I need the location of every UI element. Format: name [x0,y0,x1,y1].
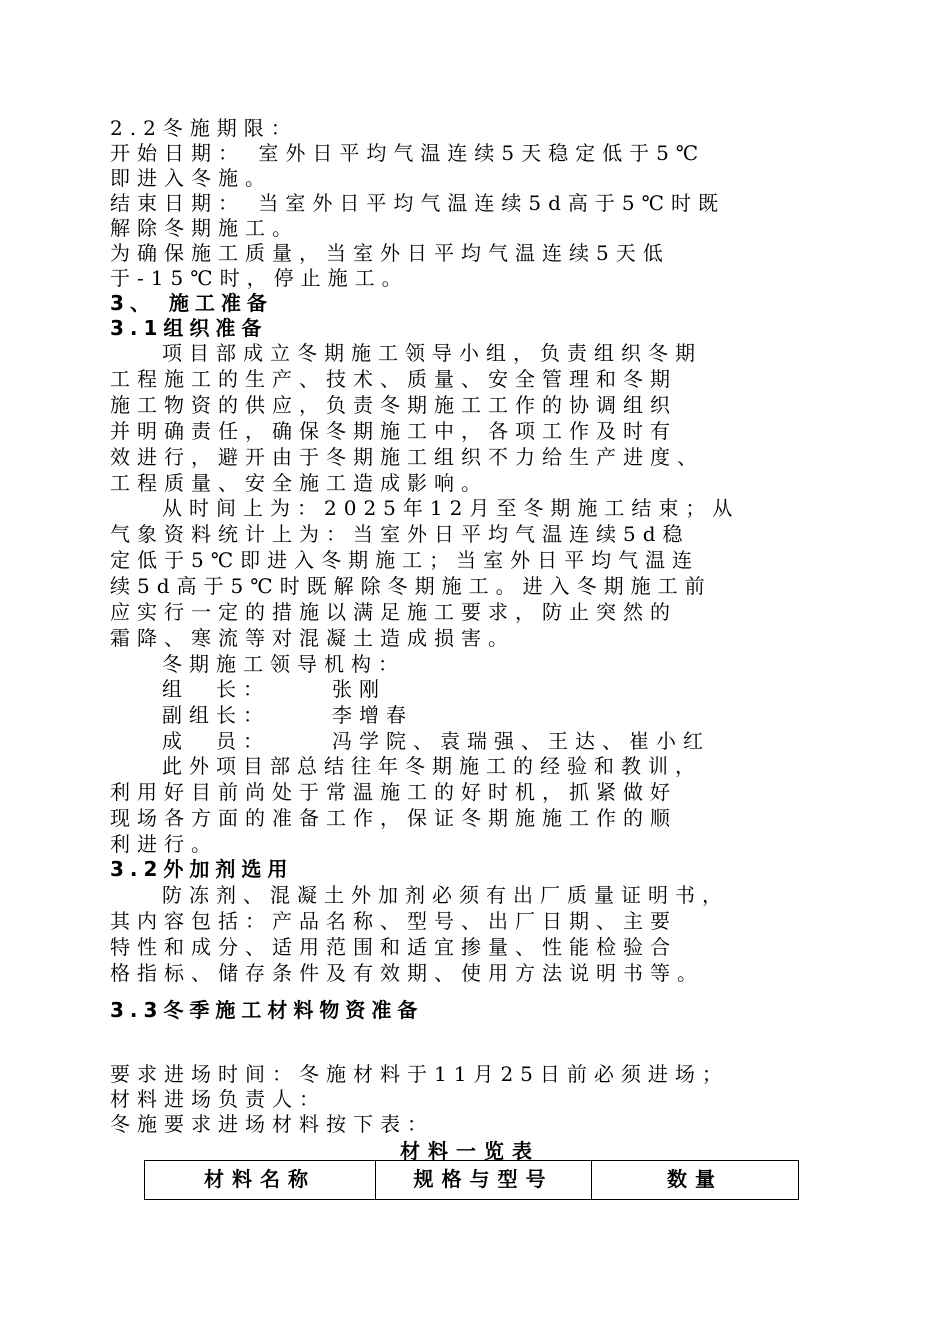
text-line: 解除冬期施工。 [110,216,299,240]
text-line: 2.2冬施期限： [110,116,298,140]
text-line: 结束日期： 当室外日平均气温连续5d高于5℃时既 [110,191,725,215]
text-line: 利进行。 [110,832,218,856]
text-line: 工程质量、安全施工造成影响。 [110,471,488,495]
text-line: 并明确责任，确保冬期施工中，各项工作及时有 [110,419,677,443]
text-line: 其内容包括：产品名称、型号、出厂日期、主要 [110,909,677,933]
text-line: 特性和成分、适用范围和适宜掺量、性能检验合 [110,935,677,959]
section-heading: 3.2外加剂选用 [110,857,294,881]
section-heading: 3.3冬季施工材料物资准备 [110,998,424,1022]
table-header-cell: 规格与型号 [376,1161,592,1200]
table-title: 材料一览表 [400,1139,540,1163]
org-role: 组 长： [162,677,270,701]
org-role: 成 员： [162,729,270,753]
org-title: 冬期施工领导机构： [162,652,405,676]
text-line: 应实行一定的措施以满足施工要求，防止突然的 [110,600,677,624]
org-role: 副组长： [162,703,270,727]
text-line: 此外项目部总结往年冬期施工的经验和教训， [162,754,702,778]
org-name: 冯学院、袁瑞强、王达、崔小红 [332,729,710,753]
text-line: 材料进场负责人： [110,1087,326,1111]
org-name: 李增春 [332,703,413,727]
text-line: 霜降、寒流等对混凝土造成损害。 [110,626,515,650]
org-row [162,677,892,702]
text-line: 工程施工的生产、技术、质量、安全管理和冬期 [110,367,677,391]
text-line: 防冻剂、混凝土外加剂必须有出厂质量证明书， [162,883,729,907]
text-line: 于-15℃时，停止施工。 [110,266,409,290]
materials-table [144,1160,799,1200]
text-line: 效进行，避开由于冬期施工组织不力给生产进度、 [110,445,704,469]
text-line: 项目部成立冬期施工领导小组，负责组织冬期 [162,341,702,365]
org-row [162,703,892,728]
text-line: 续5d高于5℃时既解除冬期施工。进入冬期施工前 [110,574,712,598]
text-line: 为确保施工质量，当室外日平均气温连续5天低 [110,241,670,265]
text-line: 利用好目前尚处于常温施工的好时机，抓紧做好 [110,780,677,804]
text-line: 施工物资的供应，负责冬期施工工作的协调组织 [110,393,677,417]
org-name: 张刚 [332,677,386,701]
text-line: 即进入冬施。 [110,166,272,190]
section-heading: 3、 施工准备 [110,291,273,315]
org-row [162,729,892,754]
text-line: 现场各方面的准备工作，保证冬期施施工作的顺 [110,806,677,830]
table-header-row [145,1161,799,1200]
text-line: 定低于5℃即进入冬期施工；当室外日平均气温连 [110,548,700,572]
section-heading: 3.1组织准备 [110,316,268,340]
table-header-cell: 材料名称 [145,1161,376,1200]
text-line: 开始日期： 室外日平均气温连续5天稳定低于5℃ [110,141,706,165]
text-line: 气象资料统计上为：当室外日平均气温连续5d稳 [110,522,690,546]
table-header-cell: 数量 [592,1161,799,1200]
text-line: 格指标、储存条件及有效期、使用方法说明书等。 [110,961,704,985]
text-line: 冬施要求进场材料按下表： [110,1112,434,1136]
text-line: 从时间上为：2025年12月至冬期施工结束；从 [162,496,740,520]
text-line: 要求进场时间：冬施材料于11月25日前必须进场； [110,1062,729,1086]
